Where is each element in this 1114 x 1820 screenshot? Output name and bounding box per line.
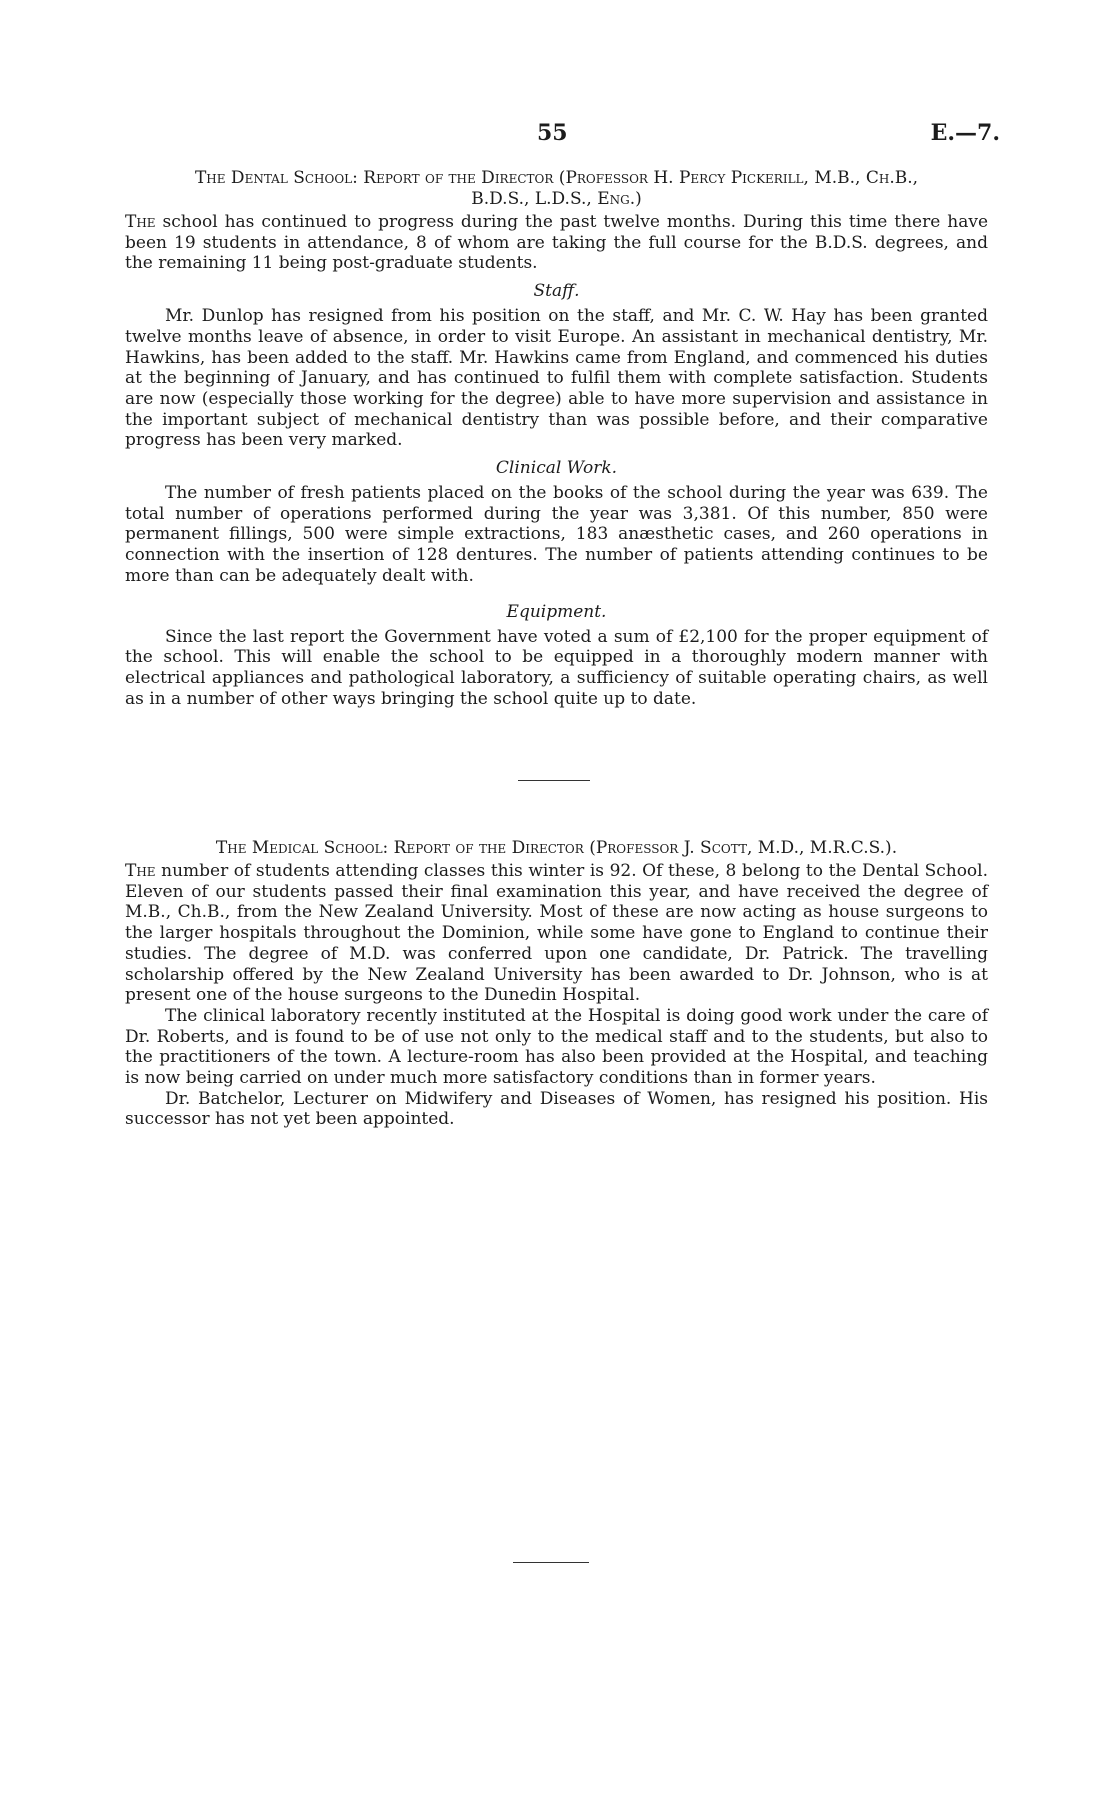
clinical-work-heading: Clinical Work. [495, 458, 618, 479]
dental-school-section [125, 168, 988, 709]
intro-lead-word: The [125, 212, 156, 232]
medical-school-intro [125, 861, 988, 1006]
dental-school-title: The Dental School: Report of the Director (Professor H. Percy Pickerill, M.B., Ch.B., B.D.S., L.D.S., Eng.) [194, 168, 919, 209]
intro-lead-word: The [125, 861, 156, 881]
page-reference: E.—7. [930, 120, 1000, 146]
medical-school-title: The Medical School: Report of the Director (Professor J. Scott, M.D., M.R.C.S.). [215, 838, 898, 858]
midwifery-paragraph: Dr. Batchelor, Lecturer on Midwifery and Diseases of Women, has resigned his position. His successor has not yet been appointed. [125, 1088, 988, 1130]
medical-school-intro-text: number of students attending classes this winter is 92. Of these, 8 belong to the Dental School. Eleven of our students passed their final examination this year, and have received the degree of M.B., Ch.B., from the New Zealand University. Most of these are now acting as house surgeons to the larger hospitals throughout the Dominion, while some have gone to England to continue their studies. The degree of M.D. was conferred upon one candidate, Dr. Patrick. The travelling scholarship offered by the New Zealand University has been awarded to Dr. Johnson, who is at present one of the house surgeons to the Dunedin Hospital. [125, 861, 989, 1006]
end-divider [513, 1562, 589, 1563]
equipment-paragraph: Since the last report the Government have voted a sum of £2,100 for the proper equipment of the school. This will enable the school to be equipped in a thoroughly modern manner with electrical appliances and pathological laboratory, a sufficiency of suitable operating chairs, as well as in a number of other ways bringing the school quite up to date. [125, 626, 988, 709]
staff-paragraph: Mr. Dunlop has resigned from his position on the staff, and Mr. C. W. Hay has been granted twelve months leave of absence, in order to visit Europe. An assistant in mechanical dentistry, Mr. Hawkins, has been added to the staff. Mr. Hawkins came from England, and commenced his duties at the beginning of January, and has continued to fulfil them with complete satisfaction. Students are now (especially those working for the degree) able to have more supervision and assistance in the important subject of mechanical dentistry than was possible before, and their comparative progress has been very marked. [125, 306, 988, 451]
laboratory-paragraph: The clinical laboratory recently instituted at the Hospital is doing good work under the care of Dr. Roberts, and is found to be of use not only to the medical staff and to the students, but also to the practitioners of the town. A lecture-room has also been provided at the Hospital, and teaching is now being carried on under much more satisfactory conditions than in former years. [125, 1005, 988, 1089]
page-number: 55 [537, 120, 568, 146]
clinical-work-paragraph: The number of fresh patients placed on the books of the school during the year was 639. The total number of operations performed during the year was 3,381. Of this number, 850 were permanent fillings, 500 were simple extractions, 183 anæsthetic cases, and 260 operations in connection with the insertion of 128 dentures. The number of patients attending continues to be more than can be adequately dealt with. [125, 483, 988, 586]
page-header [0, 120, 1114, 150]
equipment-heading: Equipment. [506, 601, 607, 622]
dental-school-intro [125, 212, 988, 274]
medical-school-section [125, 838, 988, 1130]
dental-school-intro-text: school has continued to progress during the past twelve months. During this time there have been 19 students in attendance, 8 of whom are taking the full course for the B.D.S. degrees, and the remaining 11 being post-graduate students. [125, 212, 989, 274]
staff-heading: Staff. [533, 281, 580, 302]
section-divider [518, 780, 590, 781]
